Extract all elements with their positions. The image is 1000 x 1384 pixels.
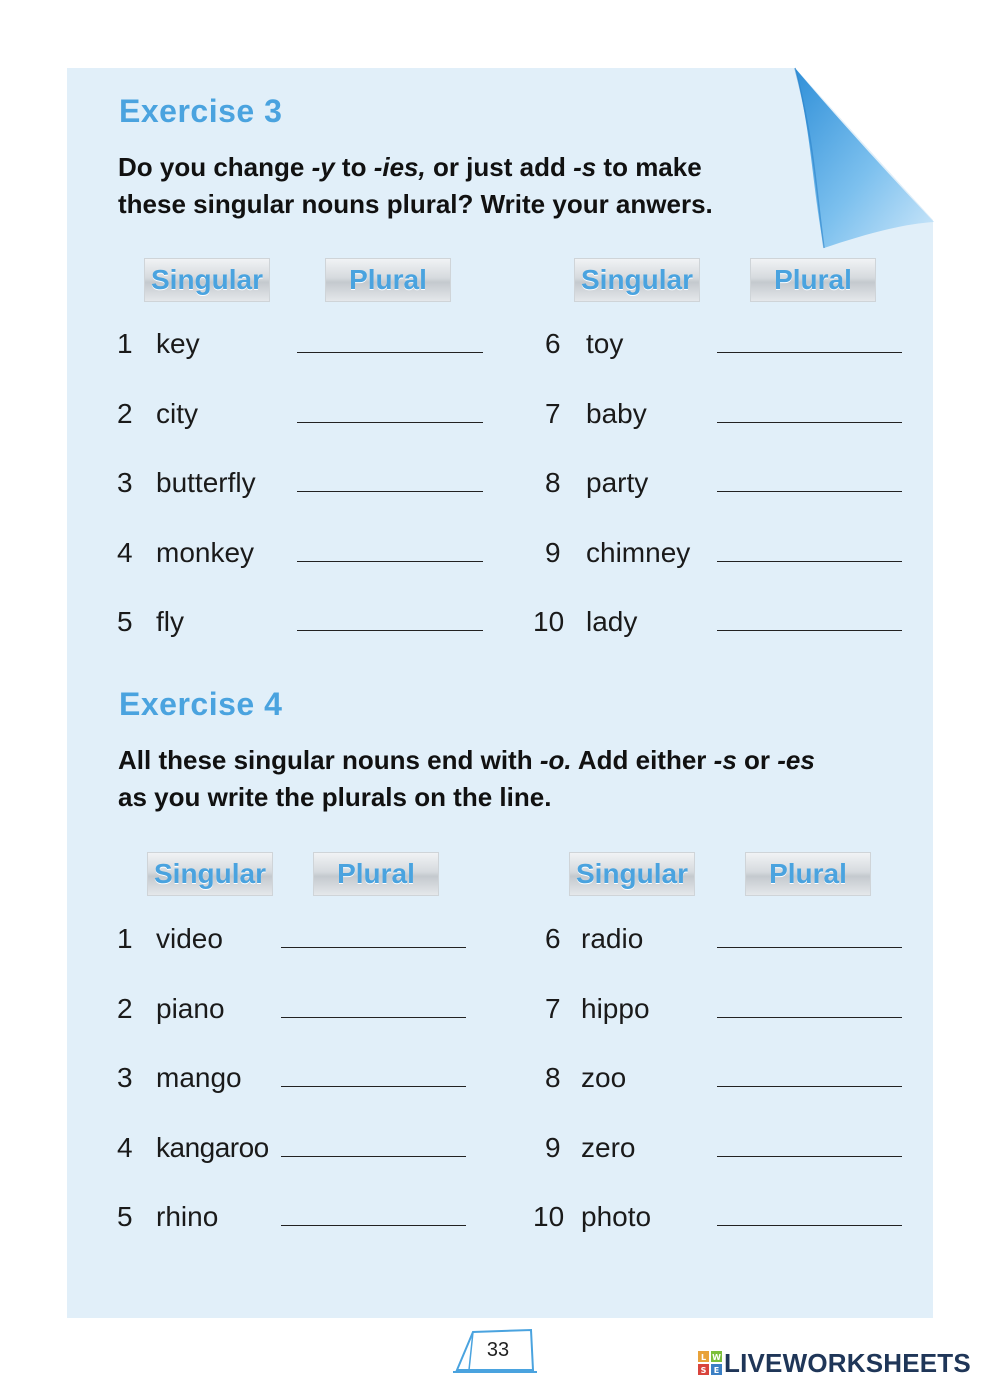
ex3-item-number: 9 — [545, 537, 561, 568]
ex4-singular-word: mango — [156, 1062, 242, 1093]
ex3-answer-line[interactable] — [297, 422, 483, 423]
ex4-item-number: 4 — [117, 1132, 133, 1163]
ex4-item-number: 2 — [117, 993, 133, 1024]
ex3-item-number: 3 — [117, 467, 133, 498]
ex3-item-number: 5 — [117, 606, 133, 637]
ex3-singular-word: city — [156, 398, 198, 429]
ex4-singular-word: radio — [581, 923, 644, 954]
ex4-item-number: 1 — [117, 923, 133, 954]
ex3-item-number: 7 — [545, 398, 561, 429]
logo-letter: S — [700, 1366, 707, 1375]
ex4-singular-word: kangaroo — [156, 1132, 269, 1163]
ex3-answer-line[interactable] — [297, 352, 483, 353]
ex4-item-number: 6 — [545, 923, 561, 954]
ex4-singular-word: zoo — [581, 1062, 627, 1093]
ex4-answer-line[interactable] — [281, 947, 466, 948]
ex4-item-number: 9 — [545, 1132, 561, 1163]
ex4-singular-word: hippo — [581, 993, 650, 1024]
ex4-singular-word: rhino — [156, 1201, 219, 1232]
ex3-answer-line[interactable] — [297, 491, 483, 492]
ex3-header-plural-right: Plural — [750, 258, 876, 302]
ex4-singular-word: photo — [581, 1201, 652, 1232]
ex4-header-singular-left: Singular — [147, 852, 273, 896]
ex3-item-number: 2 — [117, 398, 133, 429]
ex3-singular-word: lady — [586, 606, 638, 637]
ex4-singular-word: piano — [156, 993, 225, 1024]
ex4-item-number: 7 — [545, 993, 561, 1024]
liveworksheets-brand[interactable] — [698, 1348, 971, 1378]
ex4-singular-word: zero — [581, 1132, 636, 1163]
ex4-answer-line[interactable] — [717, 947, 902, 948]
ex4-item-number: 5 — [117, 1201, 133, 1232]
page-number: 33 — [486, 1339, 510, 1361]
ex3-item-number: 4 — [117, 537, 133, 568]
ex3-header-singular-left: Singular — [144, 258, 270, 302]
ex3-answer-line[interactable] — [717, 422, 902, 423]
brand-name: LIVEWORKSHEETS — [724, 1348, 971, 1378]
ex4-item-number: 10 — [533, 1201, 565, 1232]
logo-letter: L — [700, 1353, 707, 1362]
liveworksheets-logo-icon — [698, 1351, 722, 1375]
ex3-singular-word: fly — [156, 606, 184, 637]
ex4-header-plural-right: Plural — [745, 852, 871, 896]
ex4-item-number: 3 — [117, 1062, 133, 1093]
ex3-answer-line[interactable] — [717, 352, 902, 353]
ex4-answer-line[interactable] — [281, 1156, 466, 1157]
ex3-singular-word: butterfly — [156, 467, 256, 498]
ex3-item-number: 6 — [545, 328, 561, 359]
ex4-answer-line[interactable] — [717, 1156, 902, 1157]
ex3-singular-word: monkey — [156, 537, 255, 568]
ex4-answer-line[interactable] — [281, 1017, 466, 1018]
ex4-answer-line[interactable] — [281, 1225, 466, 1226]
ex3-singular-word: toy — [586, 328, 624, 359]
ex3-header-plural-left: Plural — [325, 258, 451, 302]
ex3-header-singular-right: Singular — [574, 258, 700, 302]
ex4-answer-line[interactable] — [717, 1086, 902, 1087]
ex3-answer-line[interactable] — [717, 561, 902, 562]
ex3-singular-word: party — [586, 467, 649, 498]
ex3-answer-line[interactable] — [297, 561, 483, 562]
ex3-answer-line[interactable] — [717, 630, 902, 631]
exercise-3-title: Exercise 3 — [119, 93, 283, 129]
ex3-item-number: 10 — [533, 606, 565, 637]
ex3-item-number: 8 — [545, 467, 561, 498]
ex3-singular-word: chimney — [586, 537, 691, 568]
ex4-answer-line[interactable] — [717, 1225, 902, 1226]
exercise-4-title: Exercise 4 — [119, 686, 283, 722]
ex4-header-plural-left: Plural — [313, 852, 439, 896]
ex3-answer-line[interactable] — [717, 491, 902, 492]
ex4-header-singular-right: Singular — [569, 852, 695, 896]
ex3-singular-word: baby — [586, 398, 647, 429]
ex4-item-number: 8 — [545, 1062, 561, 1093]
ex3-answer-line[interactable] — [297, 630, 483, 631]
ex4-answer-line[interactable] — [281, 1086, 466, 1087]
exercise-3-instructions: Do you change -y to -ies, or just add -s to make these singular nouns plural? Write your anwers. — [118, 152, 713, 219]
logo-letter: E — [713, 1366, 720, 1375]
ex4-singular-word: video — [156, 923, 223, 954]
ex3-singular-word: key — [156, 328, 200, 359]
ex4-answer-line[interactable] — [717, 1017, 902, 1018]
ex3-item-number: 1 — [117, 328, 133, 359]
logo-letter: W — [712, 1353, 721, 1362]
exercise-4-instructions: All these singular nouns end with -o. Add either -s or -es as you write the plurals on the line. — [118, 745, 815, 812]
